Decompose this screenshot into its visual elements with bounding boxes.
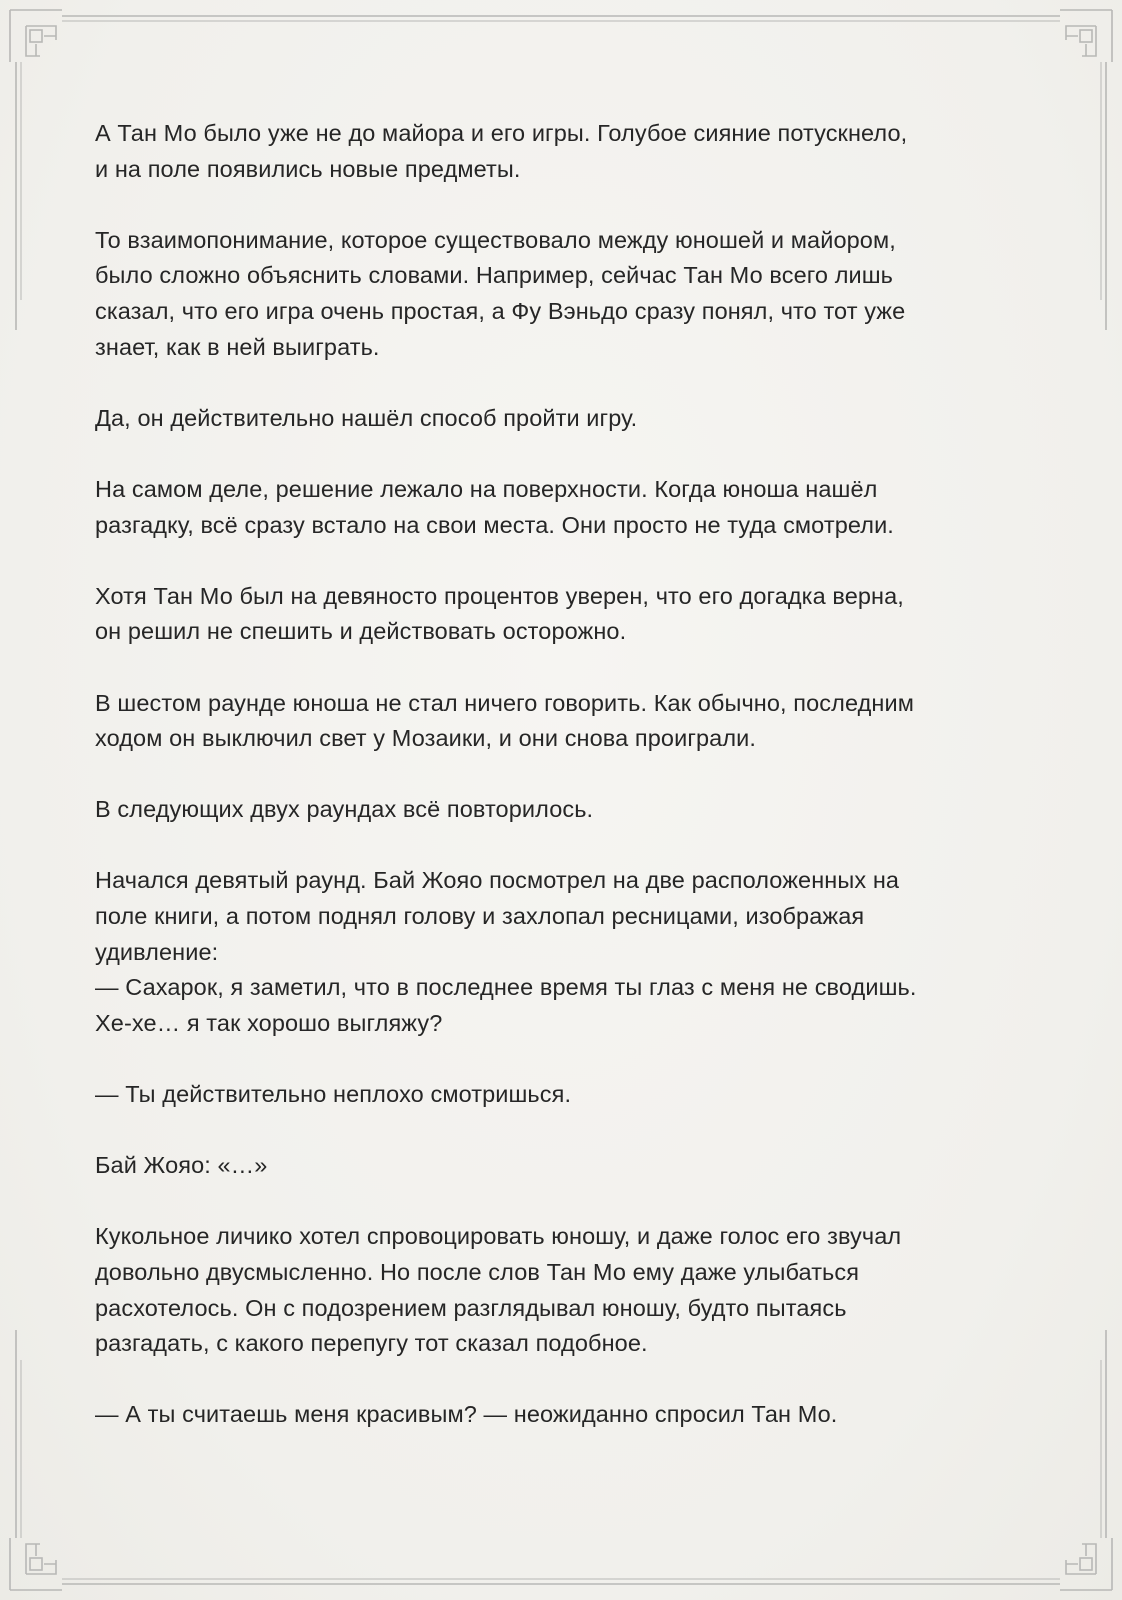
paragraph <box>95 1148 1025 1184</box>
paragraph <box>95 579 1025 650</box>
paragraph <box>95 472 1025 543</box>
corner-ornament-bottom-left <box>10 1538 62 1590</box>
text-line: А Тан Мо было уже не до майора и его игры. Голубое сияние потускнело, <box>95 120 908 146</box>
paragraph <box>95 1397 1025 1433</box>
paragraph <box>95 1077 1025 1113</box>
text-line: Хе-хе… я так хорошо выгляжу? <box>95 1009 443 1036</box>
text-line: разгадать, с какого перепугу тот сказал подобное. <box>95 1330 648 1357</box>
text-line: сказал, что его игра очень простая, а Фу Вэньдо сразу понял, что тот уже <box>95 297 906 324</box>
text-line: То взаимопонимание, которое существовало между юношей и майором, <box>95 226 896 253</box>
text-line: ходом он выключил свет у Мозаики, и они снова проиграли. <box>95 725 756 752</box>
corner-ornament-top-right <box>1060 10 1112 62</box>
text-line: расхотелось. Он с подозрением разглядывал юношу, будто пытаясь <box>95 1294 847 1321</box>
paragraph <box>95 792 1025 828</box>
text-line: довольно двусмысленно. Но после слов Тан Мо ему даже улыбаться <box>95 1259 860 1285</box>
text-line: удивление: <box>95 938 219 965</box>
paragraph <box>95 401 1025 437</box>
text-line: В шестом раунде юноша не стал ничего говорить. Как обычно, последним <box>95 689 914 716</box>
text-line: В следующих двух раундах всё повторилось. <box>95 796 594 823</box>
text-line: и на поле появились новые предметы. <box>95 155 521 182</box>
text-line: он решил не спешить и действовать осторожно. <box>95 618 627 645</box>
corner-ornament-bottom-right <box>1060 1538 1112 1590</box>
text-line: — Ты действительно неплохо смотришься. <box>95 1081 572 1108</box>
paragraph <box>95 686 1025 757</box>
text-line: Да, он действительно нашёл способ пройти игру. <box>95 404 638 431</box>
text-line: — Сахарок, я заметил, что в последнее время ты глаз с меня не сводишь. <box>95 974 917 1001</box>
corner-ornament-top-left <box>10 10 62 62</box>
text-line: Бай Жояо: «…» <box>95 1152 268 1179</box>
text-line: На самом деле, решение лежало на поверхности. Когда юноша нашёл <box>95 475 878 502</box>
chapter-text <box>95 116 1025 1469</box>
paragraph <box>95 223 1025 365</box>
paragraph <box>95 116 1025 187</box>
text-line: поле книги, а потом поднял голову и захлопал ресницами, изображая <box>95 903 865 930</box>
text-line: Хотя Тан Мо был на девяносто процентов уверен, что его догадка верна, <box>95 582 904 609</box>
paragraph <box>95 1219 1025 1361</box>
text-line: Кукольное личико хотел спровоцировать юношу, и даже голос его звучал <box>95 1223 902 1250</box>
text-line: знает, как в ней выиграть. <box>95 333 380 360</box>
text-line: Начался девятый раунд. Бай Жояо посмотрел на две расположенных на <box>95 867 900 894</box>
text-line: разгадку, всё сразу встало на свои места. Они просто не туда смотрели. <box>95 511 894 538</box>
text-line: было сложно объяснить словами. Например, сейчас Тан Мо всего лишь <box>95 262 894 289</box>
paragraph <box>95 863 1025 1041</box>
text-line: — А ты считаешь меня красивым? — неожиданно спросил Тан Мо. <box>95 1401 838 1428</box>
